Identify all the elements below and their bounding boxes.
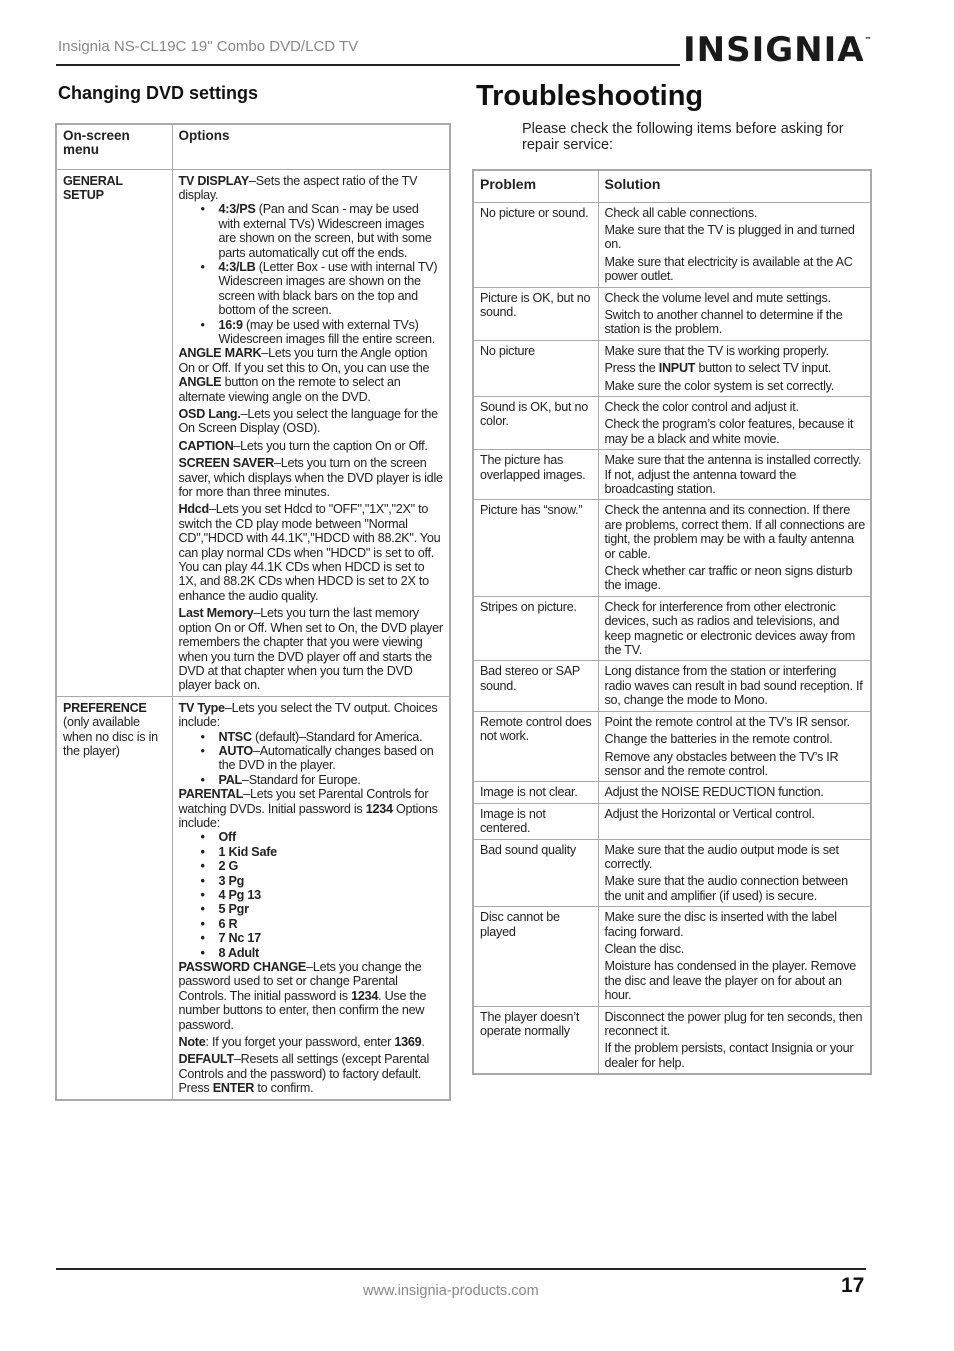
footer-rule — [56, 1268, 866, 1270]
table-row — [473, 661, 871, 711]
header-rule — [56, 64, 680, 66]
option-default: DEFAULT–Resets all settings (except Parental Controls and the password) to factory default. Press ENTER to confirm. — [178, 1052, 430, 1096]
problem-cell: Picture has “snow.” — [473, 500, 598, 596]
problem-cell: Stripes on picture. — [473, 596, 598, 661]
option-last-memory: Last Memory–Lets you turn the last memory option On or Off. When set to On, the DVD player remembers the chapter that you were viewing when you turn the DVD player off and starts the DVD at that chapter when you turn the DVD player back on. — [178, 606, 443, 693]
option-parental: PARENTAL–Lets you set Parental Controls for watching DVDs. Initial password is 1234 Options include: — [178, 787, 438, 830]
solution-cell: Check the volume level and mute settings. Switch to another channel to determine if the station is the problem. — [598, 287, 871, 340]
list-item: • NTSC (default)–Standard for America. — [201, 730, 444, 744]
column-header-solution: Solution — [598, 170, 871, 202]
list-item: • 16:9 (may be used with external TVs) Widescreen images fill the entire screen. — [201, 318, 444, 347]
solution-cell: Adjust the Horizontal or Vertical control. — [598, 803, 871, 839]
parental-rating-list — [201, 830, 444, 960]
option-screen-saver: SCREEN SAVER–Lets you turn on the screen saver, which displays when the DVD player is idle for more than three minutes. — [178, 456, 443, 500]
column-header-menu: On-screen menu — [56, 124, 172, 169]
troubleshooting-table — [472, 169, 872, 1075]
table-row-preference — [56, 696, 450, 1099]
table-header-row — [56, 124, 450, 169]
list-item: • 4 Pg 13 — [201, 888, 444, 902]
table-header-row — [473, 170, 871, 202]
solution-cell: Long distance from the station or interfering radio waves can result in bad sound reception. If so, change the mode to Mono. — [598, 661, 871, 711]
option-osd-language: OSD Lang.–Lets you select the language for the On Screen Display (OSD). — [178, 407, 438, 436]
table-row — [473, 1006, 871, 1074]
option-hdcd: Hdcd–Lets you set Hdcd to "OFF","1X","2X" to switch the CD play mode between "Normal CD","HDCD with 44.1K","HDCD with 88.2K". You can play normal CDs when "HDCD" is set to off. You can play 44.1K CDs when HDCD is set to 1X, and 88.2K CDs when HDCD is set to 2X to enhance the audio quality. — [178, 502, 441, 603]
table-row — [473, 803, 871, 839]
option-password-change: PASSWORD CHANGE–Lets you change the password used to set or change Parental Controls. The initial password is 1234. Use the number buttons to enter, then confirm the new password. — [178, 960, 427, 1032]
table-row — [473, 839, 871, 907]
section-heading-troubleshooting: Troubleshooting — [476, 80, 704, 112]
column-header-options: Options — [172, 124, 450, 169]
insignia-logo — [683, 30, 872, 70]
table-row — [473, 202, 871, 287]
tv-type-list — [201, 730, 444, 788]
problem-cell: Remote control does not work. — [473, 711, 598, 782]
solution-cell: Check for interference from other electronic devices, such as radios and televisions, and keep magnetic or electronic devices away from the TV. — [598, 596, 871, 661]
table-row — [473, 340, 871, 396]
aspect-ratio-list — [201, 202, 444, 346]
solution-cell: Check the color control and adjust it. Check the program’s color features, because it may be a black and white movie. — [598, 396, 871, 449]
problem-cell: The player doesn’t operate normally — [473, 1006, 598, 1074]
list-item: • 5 Pgr — [201, 902, 444, 916]
logo-wordmark: INSIGNIA — [683, 30, 865, 70]
options-preference — [172, 696, 450, 1099]
solution-cell: Make sure that the TV is working properly. Press the INPUT button to select TV input. Make sure the color system is set correctly. — [598, 340, 871, 396]
option-tv-type: TV Type–Lets you select the TV output. Choices include: — [178, 700, 438, 730]
solution-cell: Make sure that the audio output mode is set correctly. Make sure that the audio connection between the unit and amplifier (if used) is secure. — [598, 839, 871, 907]
list-item: • 2 G — [201, 859, 444, 873]
problem-cell: Image is not clear. — [473, 782, 598, 803]
table-row — [473, 450, 871, 500]
list-item: • Off — [201, 830, 444, 844]
list-item: • 3 Pg — [201, 874, 444, 888]
list-item: • AUTO–Automatically changes based on the DVD in the player. — [201, 744, 444, 773]
options-general-setup — [172, 169, 450, 696]
column-header-problem: Problem — [473, 170, 598, 202]
problem-cell: Disc cannot be played — [473, 907, 598, 1006]
list-item: • 4:3/PS (Pan and Scan - may be used with external TVs) Widescreen images are shown on the screen, but with some parts automatically cut off the ends. — [201, 202, 444, 260]
list-item: • PAL–Standard for Europe. — [201, 773, 444, 787]
table-row — [473, 782, 871, 803]
problem-cell: Image is not centered. — [473, 803, 598, 839]
problem-cell: The picture has overlapped images. — [473, 450, 598, 500]
list-item: • 7 Nc 17 — [201, 931, 444, 945]
problem-cell: No picture or sound. — [473, 202, 598, 287]
solution-cell: Check the antenna and its connection. If there are problems, correct them. If all connections are tight, the problem may be with a faulty antenna or cable. Check whether car traffic or neon signs disturb the image. — [598, 500, 871, 596]
solution-cell: Check all cable connections. Make sure that the TV is plugged in and turned on. Make sure that electricity is available at the AC power outlet. — [598, 202, 871, 287]
logo-trademark: ™ — [864, 36, 872, 44]
list-item: • 1 Kid Safe — [201, 845, 444, 859]
section-heading-dvd-settings: Changing DVD settings — [58, 83, 259, 103]
dvd-settings-table — [55, 123, 451, 1101]
table-row — [473, 711, 871, 782]
table-row — [473, 500, 871, 596]
footer-url: www.insignia-products.com — [363, 1283, 539, 1299]
list-item: • 8 Adult — [201, 946, 444, 960]
list-item: • 6 R — [201, 917, 444, 931]
option-caption: CAPTION–Lets you turn the caption On or Off. — [178, 438, 428, 453]
problem-cell: Sound is OK, but no color. — [473, 396, 598, 449]
table-row-general-setup — [56, 169, 450, 696]
menu-preference: PREFERENCE (only available when no disc is in the player) — [56, 696, 172, 1099]
table-row — [473, 287, 871, 340]
page-number: 17 — [841, 1274, 865, 1297]
problem-cell: Bad stereo or SAP sound. — [473, 661, 598, 711]
solution-cell: Disconnect the power plug for ten seconds, then reconnect it. If the problem persists, contact Insignia or your dealer for help. — [598, 1006, 871, 1074]
troubleshooting-intro: Please check the following items before asking for repair service: — [522, 121, 844, 153]
option-angle-mark: ANGLE MARK–Lets you turn the Angle option On or Off. If you set this to On, you can use the ANGLE button on the remote to select an alternate viewing angle on the DVD. — [178, 346, 430, 404]
problem-cell: Picture is OK, but no sound. — [473, 287, 598, 340]
table-row — [473, 396, 871, 449]
problem-cell: Bad sound quality — [473, 839, 598, 907]
option-tv-display: TV DISPLAY–Sets the aspect ratio of the TV display. — [178, 173, 418, 202]
product-title: Insignia NS-CL19C 19" Combo DVD/LCD TV — [58, 38, 359, 55]
table-row — [473, 596, 871, 661]
table-row — [473, 907, 871, 1006]
password-note: Note: If you forget your password, enter 1369. — [178, 1035, 425, 1050]
problem-cell: No picture — [473, 340, 598, 396]
solution-cell: Make sure the disc is inserted with the label facing forward. Clean the disc. Moisture has condensed in the player. Remove the disc and leave the player on for about an hour. — [598, 907, 871, 1006]
solution-cell: Point the remote control at the TV’s IR sensor. Change the batteries in the remote control. Remove any obstacles between the TV’s IR sensor and the remote control. — [598, 711, 871, 782]
menu-general-setup: GENERAL SETUP — [56, 169, 172, 696]
solution-cell: Adjust the NOISE REDUCTION function. — [598, 782, 871, 803]
list-item: • 4:3/LB (Letter Box - use with internal TV) Widescreen images are shown on the screen with black bars on the top and bottom of the screen. — [201, 260, 444, 318]
solution-cell: Make sure that the antenna is installed correctly. If not, adjust the antenna toward the broadcasting station. — [598, 450, 871, 500]
